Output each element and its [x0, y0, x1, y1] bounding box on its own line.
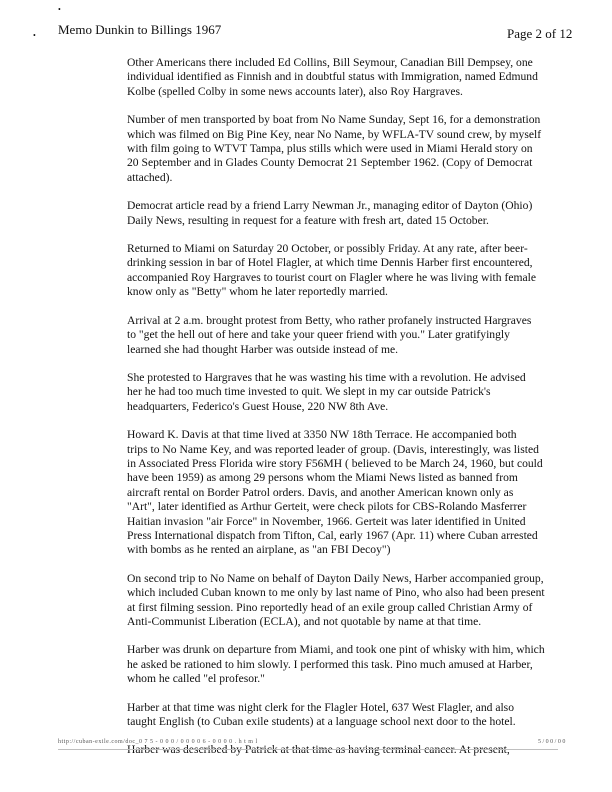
paragraph-line: to "get the hell out of here and take your queer friend with you." Later gratifyingly	[127, 328, 510, 342]
footer-rule	[58, 749, 558, 750]
paragraph-line: her he had too much time invested to quit. We slept in my car outside Patrick's	[127, 385, 491, 399]
paragraph-line: Harber at that time was night clerk for the Flagler Hotel, 637 West Flagler, and also	[127, 700, 514, 714]
memo-paragraph	[127, 428, 555, 558]
memo-paragraph	[127, 643, 555, 686]
paragraph-line: On second trip to No Name on behalf of Dayton Daily News, Harber accompanied group,	[127, 571, 544, 585]
paragraph-line: Harber was described by Patrick at that time as having terminal cancer. At present,	[127, 743, 510, 757]
paragraph-line: 20 September and in Glades County Democrat 21 September 1962. (Copy of Democrat	[127, 156, 533, 170]
footer-date: 5 / 0 0 / 0 0	[538, 739, 566, 745]
paragraph-line: aircraft rental on Border Patrol orders. Davis, and another American known only as	[127, 485, 514, 499]
paragraph-line: whom he called "el profesor."	[127, 672, 265, 686]
paragraph-line: in Associated Press Florida wire story F56MH ( believed to be March 24, 1960, but could	[127, 456, 543, 470]
paragraph-line: learned she had thought Harber was outside instead of me.	[127, 342, 399, 356]
memo-title: Memo Dunkin to Billings 1967	[58, 22, 222, 37]
memo-paragraph	[127, 113, 555, 185]
paragraph-line: headquarters, Federico's Guest House, 220 NW 8th Ave.	[127, 399, 389, 413]
paragraph-line: taught English (to Cuban exile students) at a language school next door to the hotel.	[127, 715, 516, 729]
memo-paragraph	[127, 56, 555, 99]
paragraph-line: "Art", later identified as Arthur Gerteit, were check pilots for CBS-Rolando Masferrer	[127, 500, 527, 514]
memo-paragraph	[127, 242, 555, 300]
page-number: Page 2 of 12	[507, 26, 573, 41]
margin-dot-top: •	[58, 5, 61, 14]
paragraph-line: Number of men transported by boat from No Name Sunday, Sept 16, for a demonstration	[127, 113, 541, 127]
paragraph-line: She protested to Hargraves that he was wasting his time with a revolution. He advised	[127, 370, 526, 384]
memo-paragraph	[127, 701, 555, 730]
paragraph-line: have been 1959) as among 29 persons whom the Miami News listed as banned from	[127, 471, 518, 485]
memo-body	[127, 56, 555, 772]
paragraph-line: know only as "Betty" whom he later reportedly married.	[127, 285, 388, 299]
paragraph-line: Daily News, resulting in request for a feature with fresh art, dated 15 October.	[127, 213, 489, 227]
paragraph-line: which was filmed on Big Pine Key, near No Name, by WFLA-TV sound crew, by myself	[127, 127, 542, 141]
paragraph-line: with bombs as he rented an airplane, as "an FBI Decoy")	[127, 543, 391, 557]
paragraph-line: Arrival at 2 a.m. brought protest from Betty, who rather profanely instructed Hargraves	[127, 313, 532, 327]
paragraph-line: Anti-Communist Liberation (ECLA), and not quotable by name at that time.	[127, 615, 482, 628]
memo-paragraph	[127, 314, 555, 357]
paragraph-line: at first filming session. Pino reportedly head of an exile group called Christian Army of	[127, 600, 533, 614]
margin-dot-side: •	[33, 31, 36, 40]
paragraph-line: trips to No Name Key, and was reported leader of group. (Davis, interestingly, was listed	[127, 442, 539, 456]
paragraph-line: with film going to WTVT Tampa, plus stills which were used in Miami Herald story on	[127, 142, 533, 156]
paragraph-line: Other Americans there included Ed Collins, Bill Seymour, Canadian Bill Dempsey, one	[127, 56, 533, 69]
paragraph-line: Howard K. Davis at that time lived at 3350 NW 18th Terrace. He accompanied both	[127, 428, 517, 442]
paragraph-line: which included Cuban known to me only by last name of Pino, who also had been present	[127, 586, 545, 600]
paragraph-line: Haitian invasion "air Force" in November, 1966. Gerteit was later identified in United	[127, 514, 526, 528]
paragraph-line: Harber was drunk on departure from Miami, and took one pint of whisky with him, which	[127, 643, 545, 657]
paragraph-line: drinking session in bar of Hotel Flagler, at which time Dennis Harber first encountered,	[127, 256, 533, 270]
paragraph-line: accompanied Roy Hargraves to tourist court on Flagler where he was living with female	[127, 270, 536, 284]
memo-paragraph	[127, 199, 555, 228]
paragraph-line: Democrat article read by a friend Larry Newman Jr., managing editor of Dayton (Ohio)	[127, 199, 533, 213]
footer-url: http://cuban-exile.com/doc_0 7 5 - 0 0 0 / 0 0 0 0 6 - 0 0 0 0 . h t m l	[58, 739, 258, 745]
paragraph-line: Returned to Miami on Saturday 20 October, or possibly Friday. At any rate, after beer-	[127, 242, 528, 256]
memo-paragraph	[127, 572, 555, 630]
paragraph-line: he asked be rationed to him slowly. I performed this task. Pino much amused at Harber,	[127, 657, 533, 671]
paragraph-line: Press International dispatch from Tifton, Cal, early 1967 (Apr. 11) where Cuban arrested	[127, 528, 538, 542]
paragraph-line: Kolbe (spelled Colby in some news accounts later), also Roy Hargraves.	[127, 84, 463, 98]
paragraph-line: individual identified as Finnish and in doubtful status with Immigration, named Edmund	[127, 70, 538, 84]
memo-paragraph	[127, 371, 555, 414]
paragraph-line: attached).	[127, 170, 173, 184]
